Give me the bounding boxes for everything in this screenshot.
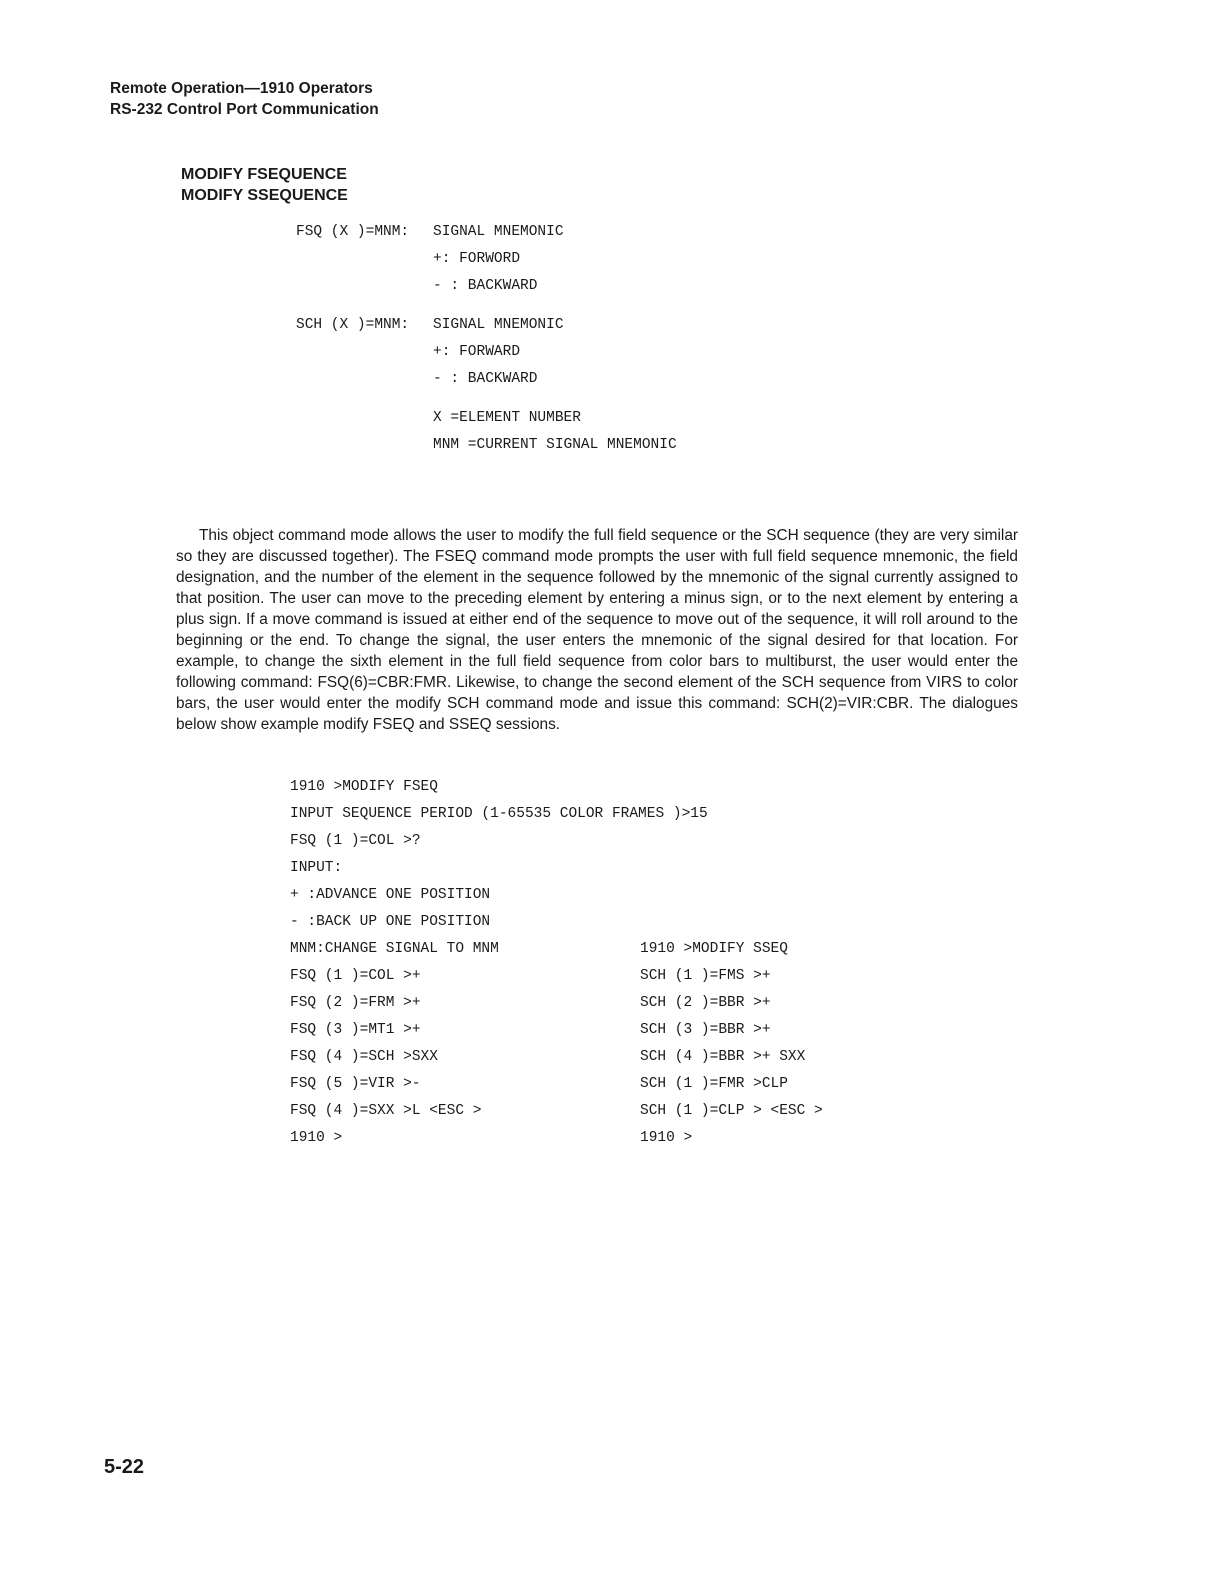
body-paragraph: This object command mode allows the user to modify the full field sequence or the SCH sequence (they are very similar so they are discussed together). The FSEQ command mode prompts the user with full field sequence mnemonic, the field designation, and the number of the element in the sequence followed by the mnemonic of the signal currently assigned to that position. The user can move to the preceding element by entering a minus sign, or to the next element by entering a plus sign. If a move command is issued at either end of the sequence to move out of the sequence, it will roll around to the beginning or the end. To change the signal, the user enters the mnemonic of the signal desired for that location. For example, to change the sixth element in the full field sequence from color bars to multiburst, the user would enter the following command: FSQ(6)=CBR:FMR. Likewise, to change the second element of the SCH sequence from VIRS to color bars, the user would enter the modify SCH command mode and issue this command: SCH(2)=VIR:CBR. The dialogues below show example modify FSEQ and SSEQ sessions.	[176, 527, 1018, 733]
running-header	[110, 78, 379, 120]
fsq-syntax-label: FSQ (X )=MNM:	[296, 224, 410, 240]
dialog-line: - :BACK UP ONE POSITION	[290, 914, 491, 930]
dialog-line: FSQ (1 )=COL >+	[290, 968, 421, 984]
sch-syntax-label: SCH (X )=MNM:	[296, 317, 410, 333]
dialog-line: FSQ (5 )=VIR >-	[290, 1076, 421, 1092]
syntax-note: MNM =CURRENT SIGNAL MNEMONIC	[433, 437, 677, 453]
syntax-note: X =ELEMENT NUMBER	[433, 410, 581, 426]
fsq-syntax-line: - : BACKWARD	[433, 278, 538, 294]
dialog-line: 1910 >	[290, 1130, 343, 1146]
sch-syntax-line: - : BACKWARD	[433, 371, 538, 387]
dialog-line: SCH (2 )=BBR >+	[640, 995, 771, 1011]
dialog-line: FSQ (4 )=SXX >L <ESC >	[290, 1103, 482, 1119]
dialog-line: 1910 >	[640, 1130, 693, 1146]
dialog-line: MNM:CHANGE SIGNAL TO MNM	[290, 941, 499, 957]
section-heading	[181, 164, 348, 206]
dialog-line: SCH (4 )=BBR >+ SXX	[640, 1049, 806, 1065]
sch-syntax-line: +: FORWARD	[433, 344, 521, 360]
dialog-line: FSQ (1 )=COL >?	[290, 833, 421, 849]
dialog-line: 1910 >MODIFY SSEQ	[640, 941, 788, 957]
section-title-2: MODIFY SSEQUENCE	[181, 187, 348, 204]
dialog-line: SCH (1 )=FMR >CLP	[640, 1076, 788, 1092]
dialog-line: SCH (1 )=FMS >+	[640, 968, 771, 984]
dialog-line: 1910 >MODIFY FSEQ	[290, 779, 438, 795]
dialog-line: SCH (3 )=BBR >+	[640, 1022, 771, 1038]
dialog-line: INPUT SEQUENCE PERIOD (1-65535 COLOR FRAMES )>15	[290, 806, 708, 822]
dialog-line: FSQ (3 )=MT1 >+	[290, 1022, 421, 1038]
page-number: 5-22	[104, 1456, 145, 1478]
section-title-1: MODIFY FSEQUENCE	[181, 166, 347, 183]
header-line-2: RS-232 Control Port Communication	[110, 101, 379, 118]
dialog-line: FSQ (2 )=FRM >+	[290, 995, 421, 1011]
sch-syntax-line: SIGNAL MNEMONIC	[433, 317, 564, 333]
fsq-syntax-line: +: FORWORD	[433, 251, 521, 267]
dialog-line: FSQ (4 )=SCH >SXX	[290, 1049, 438, 1065]
dialog-line: INPUT:	[290, 860, 343, 876]
dialog-line: + :ADVANCE ONE POSITION	[290, 887, 491, 903]
dialog-line: SCH (1 )=CLP > <ESC >	[640, 1103, 823, 1119]
header-line-1: Remote Operation—1910 Operators	[110, 80, 373, 97]
fsq-syntax-line: SIGNAL MNEMONIC	[433, 224, 564, 240]
